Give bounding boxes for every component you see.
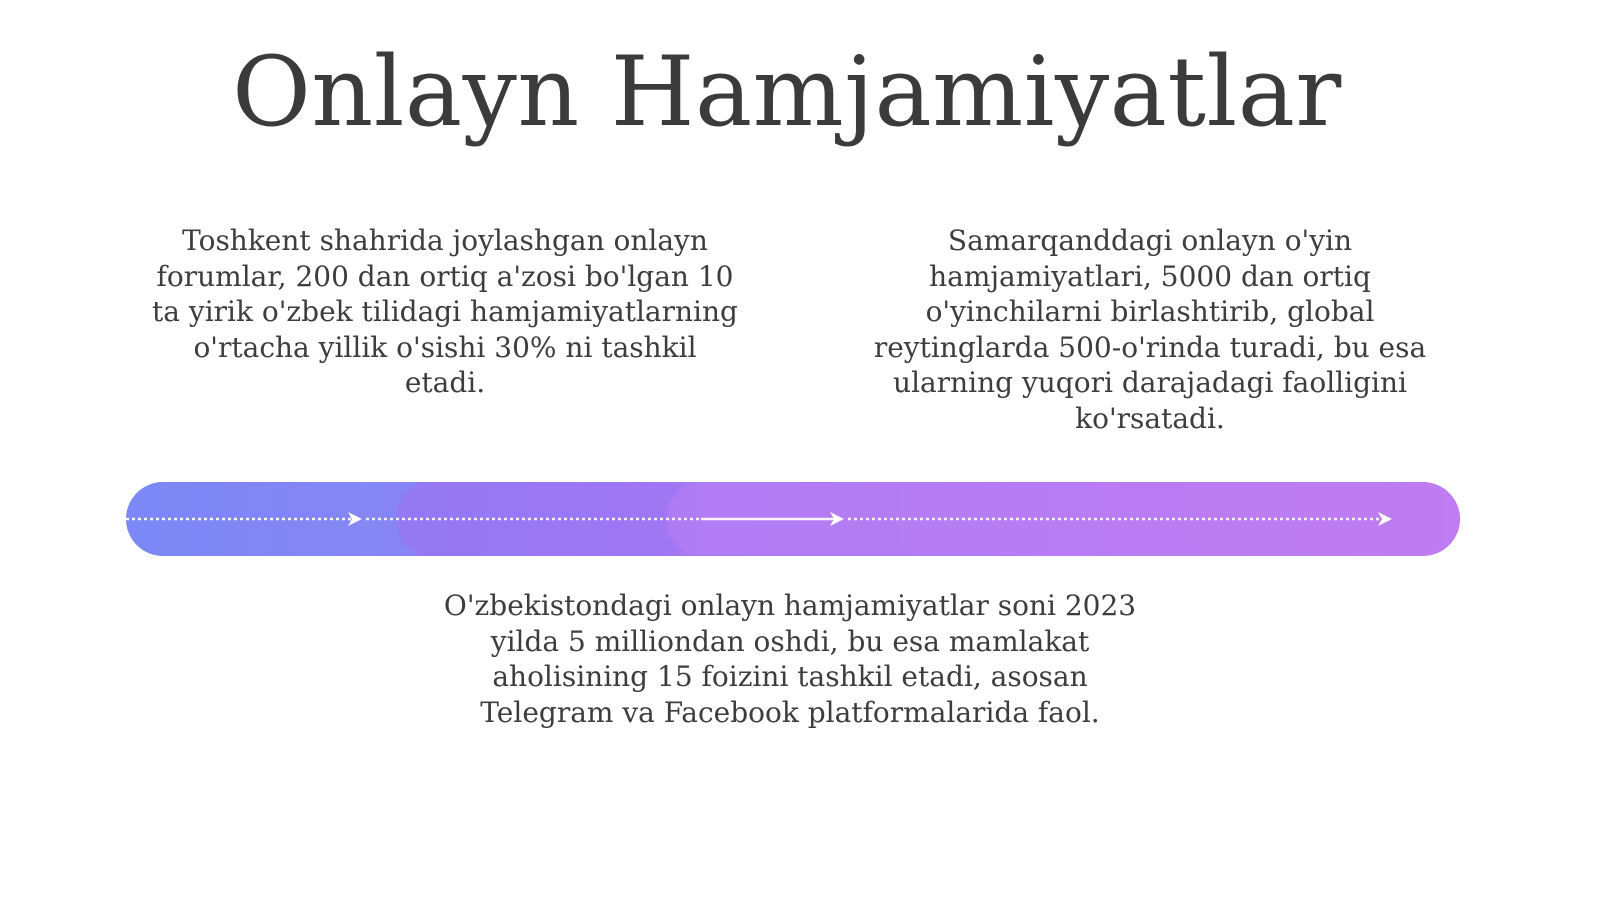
page-title: Onlayn Hamjamiyatlar bbox=[232, 36, 1342, 148]
timeline-arrows bbox=[126, 482, 1460, 556]
timeline-bar bbox=[126, 482, 1460, 556]
arrow-right-icon bbox=[1378, 512, 1392, 526]
text-block-left: Toshkent shahrida joylashgan onlayn forumlar, 200 dan ortiq a'zosi bo'lgan 10 ta yirik o'zbek tilidagi hamjamiyatlarning o'rtacha yillik o'sishi 30% ni tashkil etadi. bbox=[152, 224, 738, 399]
text-block-bottom: O'zbekistondagi onlayn hamjamiyatlar soni 2023 yilda 5 milliondan oshdi, bu esa mamlakat aholisining 15 foizini tashkil etadi, asosan Telegram va Facebook platformalarida faol. bbox=[443, 589, 1137, 729]
text-block-right: Samarqanddagi onlayn o'yin hamjamiyatlari, 5000 dan ortiq o'yinchilarni birlashtirib, global reytinglarda 500-o'rinda turadi, bu esa ularning yuqori darajadagi faolligini ko'rsatadi. bbox=[873, 224, 1427, 435]
